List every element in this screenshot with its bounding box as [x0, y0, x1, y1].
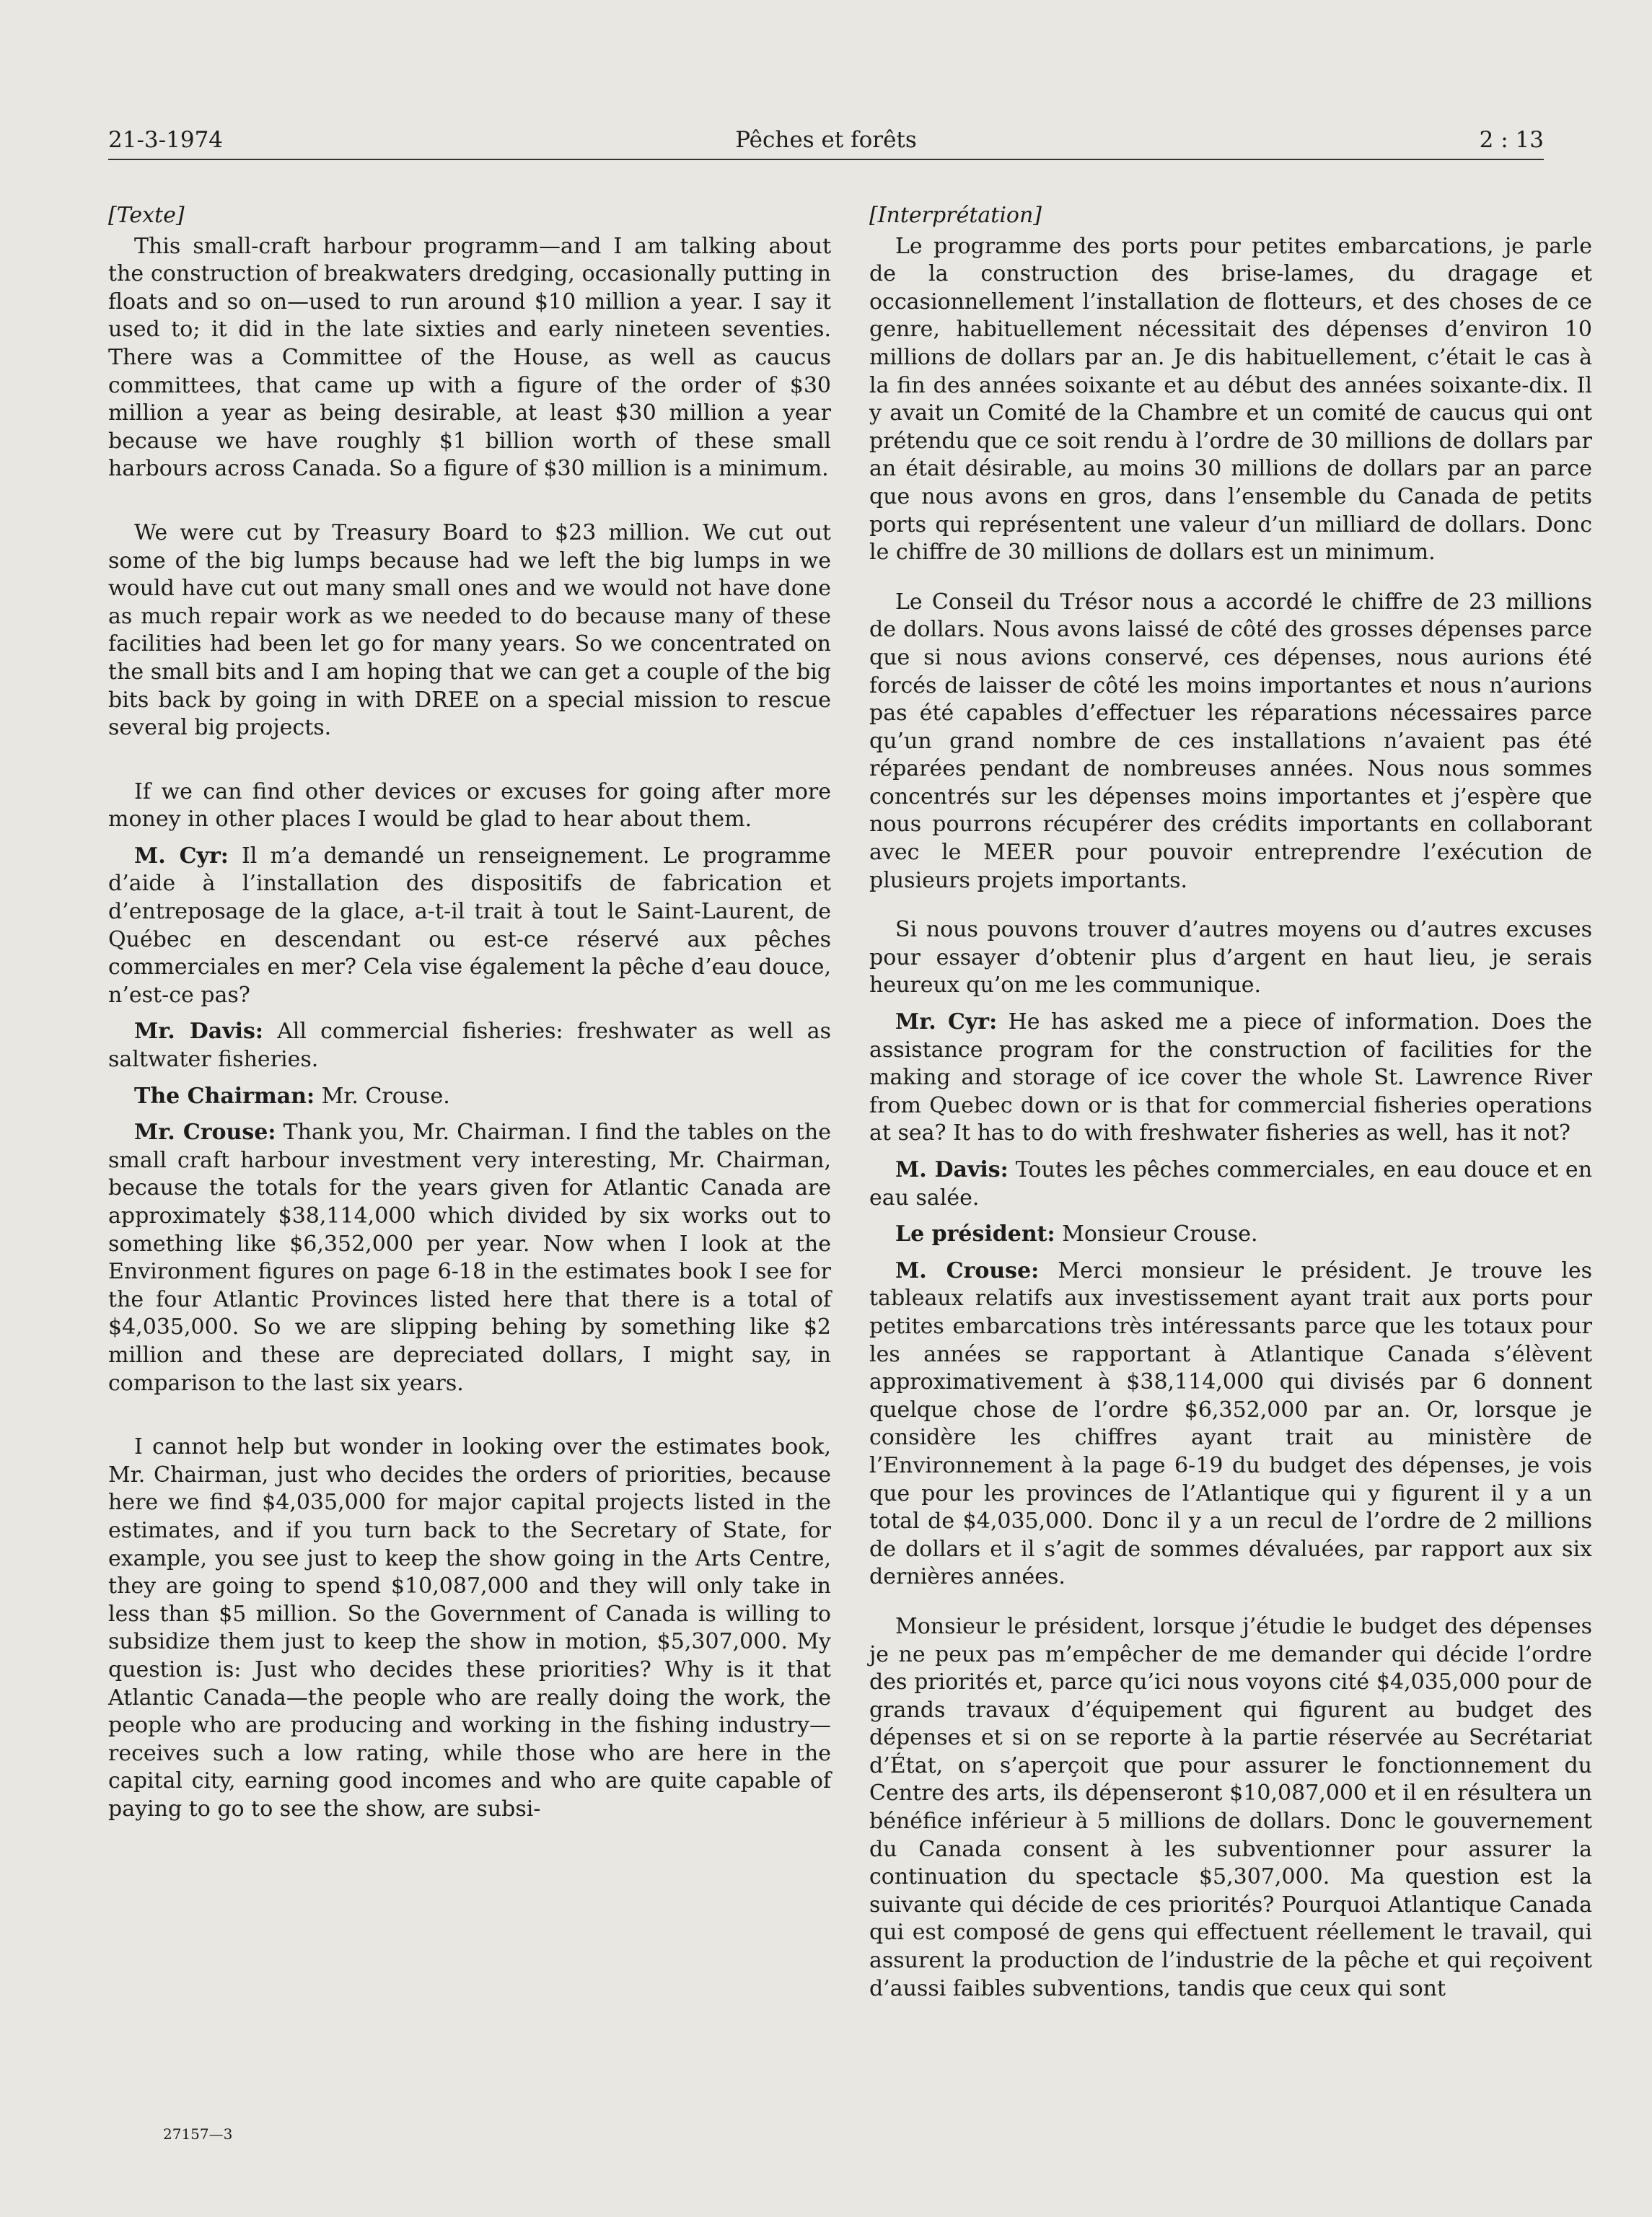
- language-label: [Interprétation]: [869, 203, 1042, 228]
- printer-code: 27157—3: [163, 2125, 233, 2143]
- paragraph: I cannot help but wonder in looking over the estimates book, Mr. Chairman, just who decides the orders of priorities, because here we find $4,035,000 for major capital projects listed in the estimates, and if you turn back to the Secretary of State, for example, you see just to keep the show going in the Arts Centre, they are going to spend $10,087,000 and they will only take in less than $5 million. So the Government of Canada is willing to subsidize them just to keep the show in motion, $5,307,000. My question is: Just who decides these priorities? Why is it that Atlantic Canada—the people who are really doing the work, the people who are producing and working in the fishing industry—receives such a low rating, while those who are here in the capital city, earning good incomes and who are quite capable of paying to go to see the show, are subsi-: [108, 1434, 831, 1822]
- paragraph: [869, 1221, 1592, 1249]
- speech-text: Mr. Crouse.: [315, 1083, 450, 1109]
- speech-text: Thank you, Mr. Chairman. I find the tables on the small craft harbour investment very interesting, Mr. Chairman, because the totals for the years given for Atlantic Canada are approximately $38,114,000 which divided by six works out to something like $6,352,000 per year. Now when I look at the Environment figures on page 6-18 in the estimates book I see for the four Atlantic Provinces listed here that there is a total of $4,035,000. So we are slipping behing by something like $2 million and these are depreciated dollars, I might say, in comparison to the last six years.: [108, 1120, 832, 1396]
- page-header: [108, 121, 1544, 160]
- paragraph: We were cut by Treasury Board to $23 million. We cut out some of the big lumps because had we left the big lumps in we would have cut out many small ones and we would not have done as much repair work as we needed to do because many of these facilities had been let go for many years. So we concentrated on the small bits and I am hoping that we can get a couple of the big bits back by going in with DREE on a special mission to rescue several big projects.: [108, 519, 831, 741]
- english-column: [108, 202, 831, 1832]
- speech-text: Il m’a demandé un renseignement. Le programme d’aide à l’installation des dispositifs de fabrication et d’entreposage de la glace, a-t-il trait à tout le Saint-Laurent, de Québec en descendant ou est-ce réservé aux pêches commerciales en mer? Cela vise également la pêche d’eau douce, n’est-ce pas?: [108, 843, 831, 1008]
- paragraph: [869, 1156, 1592, 1212]
- paragraph: Si nous pouvons trouver d’autres moyens ou d’autres excuses pour essayer d’obtenir plus d’argent en haut lieu, je serais heureux qu’on me les communique.: [869, 917, 1592, 998]
- paragraph: [108, 1119, 831, 1397]
- speech-text: He has asked me a piece of information. Does the assistance program for the construction of facilities for the making and storage of ice cover the whole St. Lawrence River from Quebec down or is that for commercial fisheries operations at sea? It has to do with freshwater fisheries as well, has it not?: [869, 1009, 1592, 1146]
- page-number: 2 : 13: [1479, 127, 1544, 153]
- paragraph: [108, 1083, 831, 1111]
- speaker-name: M. Crouse:: [895, 1257, 1040, 1283]
- speaker-name: M. Cyr:: [134, 843, 229, 869]
- speaker-name: M. Davis:: [895, 1157, 1009, 1182]
- paragraph: Monsieur le président, lorsque j’étudie le budget des dépenses je ne peux pas m’empêcher de me demander qui décide l’ordre des priorités et, parce qu’ici nous voyons cité $4,035,000 pour de grands travaux d’équipement qui figurent au budget des dépenses et si on se reporte à la partie réservée au Secrétariat d’État, on s’aperçoit que pour assurer le fonctionnement du Centre des arts, ils dépenseront $10,087,000 et il en résultera un bénéfice inférieur à 5 millions de dollars. Donc le gouvernement du Canada consent à les subventionner pour assurer la continuation du spectacle $5,307,000. Ma question est la suivante qui décide de ces priorités? Pourquoi Atlantique Canada qui est composé de gens qui effectuent réellement le travail, qui assurent la production de l’industrie de la pêche et qui reçoivent d’aussi faibles subventions, tandis que ceux qui sont: [869, 1613, 1592, 2001]
- speech-text: Toutes les pêches commerciales, en eau douce et en eau salée.: [869, 1157, 1593, 1211]
- header-title: Pêches et forêts: [735, 127, 917, 153]
- speech-text: Monsieur Crouse.: [1055, 1221, 1258, 1247]
- paragraph: Le Conseil du Trésor nous a accordé le chiffre de 23 millions de dollars. Nous avons laissé de côté des grosses dépenses parce que si nous avions conservé, ces dépenses, nous aurions été forcés de laisser de côté les moins importantes et nous n’aurions pas été capables d’effectuer les réparations nécessaires parce qu’un grand nombre de ces installations n’avaient pas été réparées pendant de nombreuses années. Nous nous sommes concentrés sur les dépenses moins importantes et j’espère que nous pourrons récupérer des crédits importants en collaborant avec le MEER pour pouvoir entreprendre l’exécution de plusieurs projets importants.: [869, 589, 1592, 893]
- speaker-name: The Chairman:: [134, 1083, 315, 1109]
- french-column: [869, 202, 1592, 2011]
- speaker-name: Le président:: [895, 1221, 1055, 1247]
- speech-text: Merci monsieur le président. Je trouve les tableaux relatifs aux investissement ayant trait aux ports pour petites embarcations très intéressants parce que les totaux pour les années se rapportant à Atlantique Canada s’élèvent approximativement à $38,114,000 qui divisés par 6 donnent quelque chose de l’ordre $6,352,000 par an. Or, lorsque je considère les chiffres ayant trait au ministère de l’Environnement à la page 6-19 du budget des dépenses, je vois que pour les provinces de l’Atlantique qui y figurent il y a un total de $4,035,000. Donc il y a un recul de l’ordre de 2 millions de dollars et il s’agit de sommes dévaluées, par rapport aux six dernières années.: [869, 1257, 1592, 1590]
- speaker-name: Mr. Crouse:: [134, 1120, 276, 1146]
- paragraph: [869, 1009, 1592, 1148]
- paragraph: If we can find other devices or excuses for going after more money in other places I would be glad to hear about them.: [108, 778, 831, 833]
- speech-text: All commercial fisheries: freshwater as well as saltwater fisheries.: [108, 1019, 831, 1073]
- speaker-name: Mr. Cyr:: [895, 1009, 998, 1035]
- language-label: [Texte]: [108, 203, 185, 228]
- header-date: 21-3-1974: [108, 127, 224, 153]
- paragraph: This small-craft harbour programm—and I am talking about the construction of breakwaters dredging, occasionally putting in floats and so on—used to run around $10 million a year. I say it used to; it did in the late sixties and early nineteen seventies. There was a Committee of the House, as well as caucus committees, that came up with a figure of the order of $30 million a year as being desirable, at least $30 million a year because we have roughly $1 billion worth of these small harbours across Canada. So a figure of $30 million is a minimum.: [108, 233, 831, 482]
- paragraph: [108, 843, 831, 1010]
- paragraph: [108, 1018, 831, 1074]
- paragraph: [869, 1257, 1592, 1592]
- speaker-name: Mr. Davis:: [134, 1019, 263, 1045]
- paragraph: Le programme des ports pour petites embarcations, je parle de la construction des brise-lames, du dragage et occasionnellement l’installation de flotteurs, et des choses de ce genre, habituellement nécessitait des dépenses d’environ 10 millions de dollars par an. Je dis habituellement, c’était le cas à la fin des années soixante et au début des années soixante-dix. Il y avait un Comité de la Chambre et un comité de caucus qui ont prétendu que ce soit rendu à l’ordre de 30 millions de dollars par an était désirable, au moins 30 millions de dollars par an parce que nous avons en gros, dans l’ensemble du Canada de petits ports qui représentent une valeur d’un milliard de dollars. Donc le chiffre de 30 millions de dollars est un minimum.: [869, 233, 1592, 566]
